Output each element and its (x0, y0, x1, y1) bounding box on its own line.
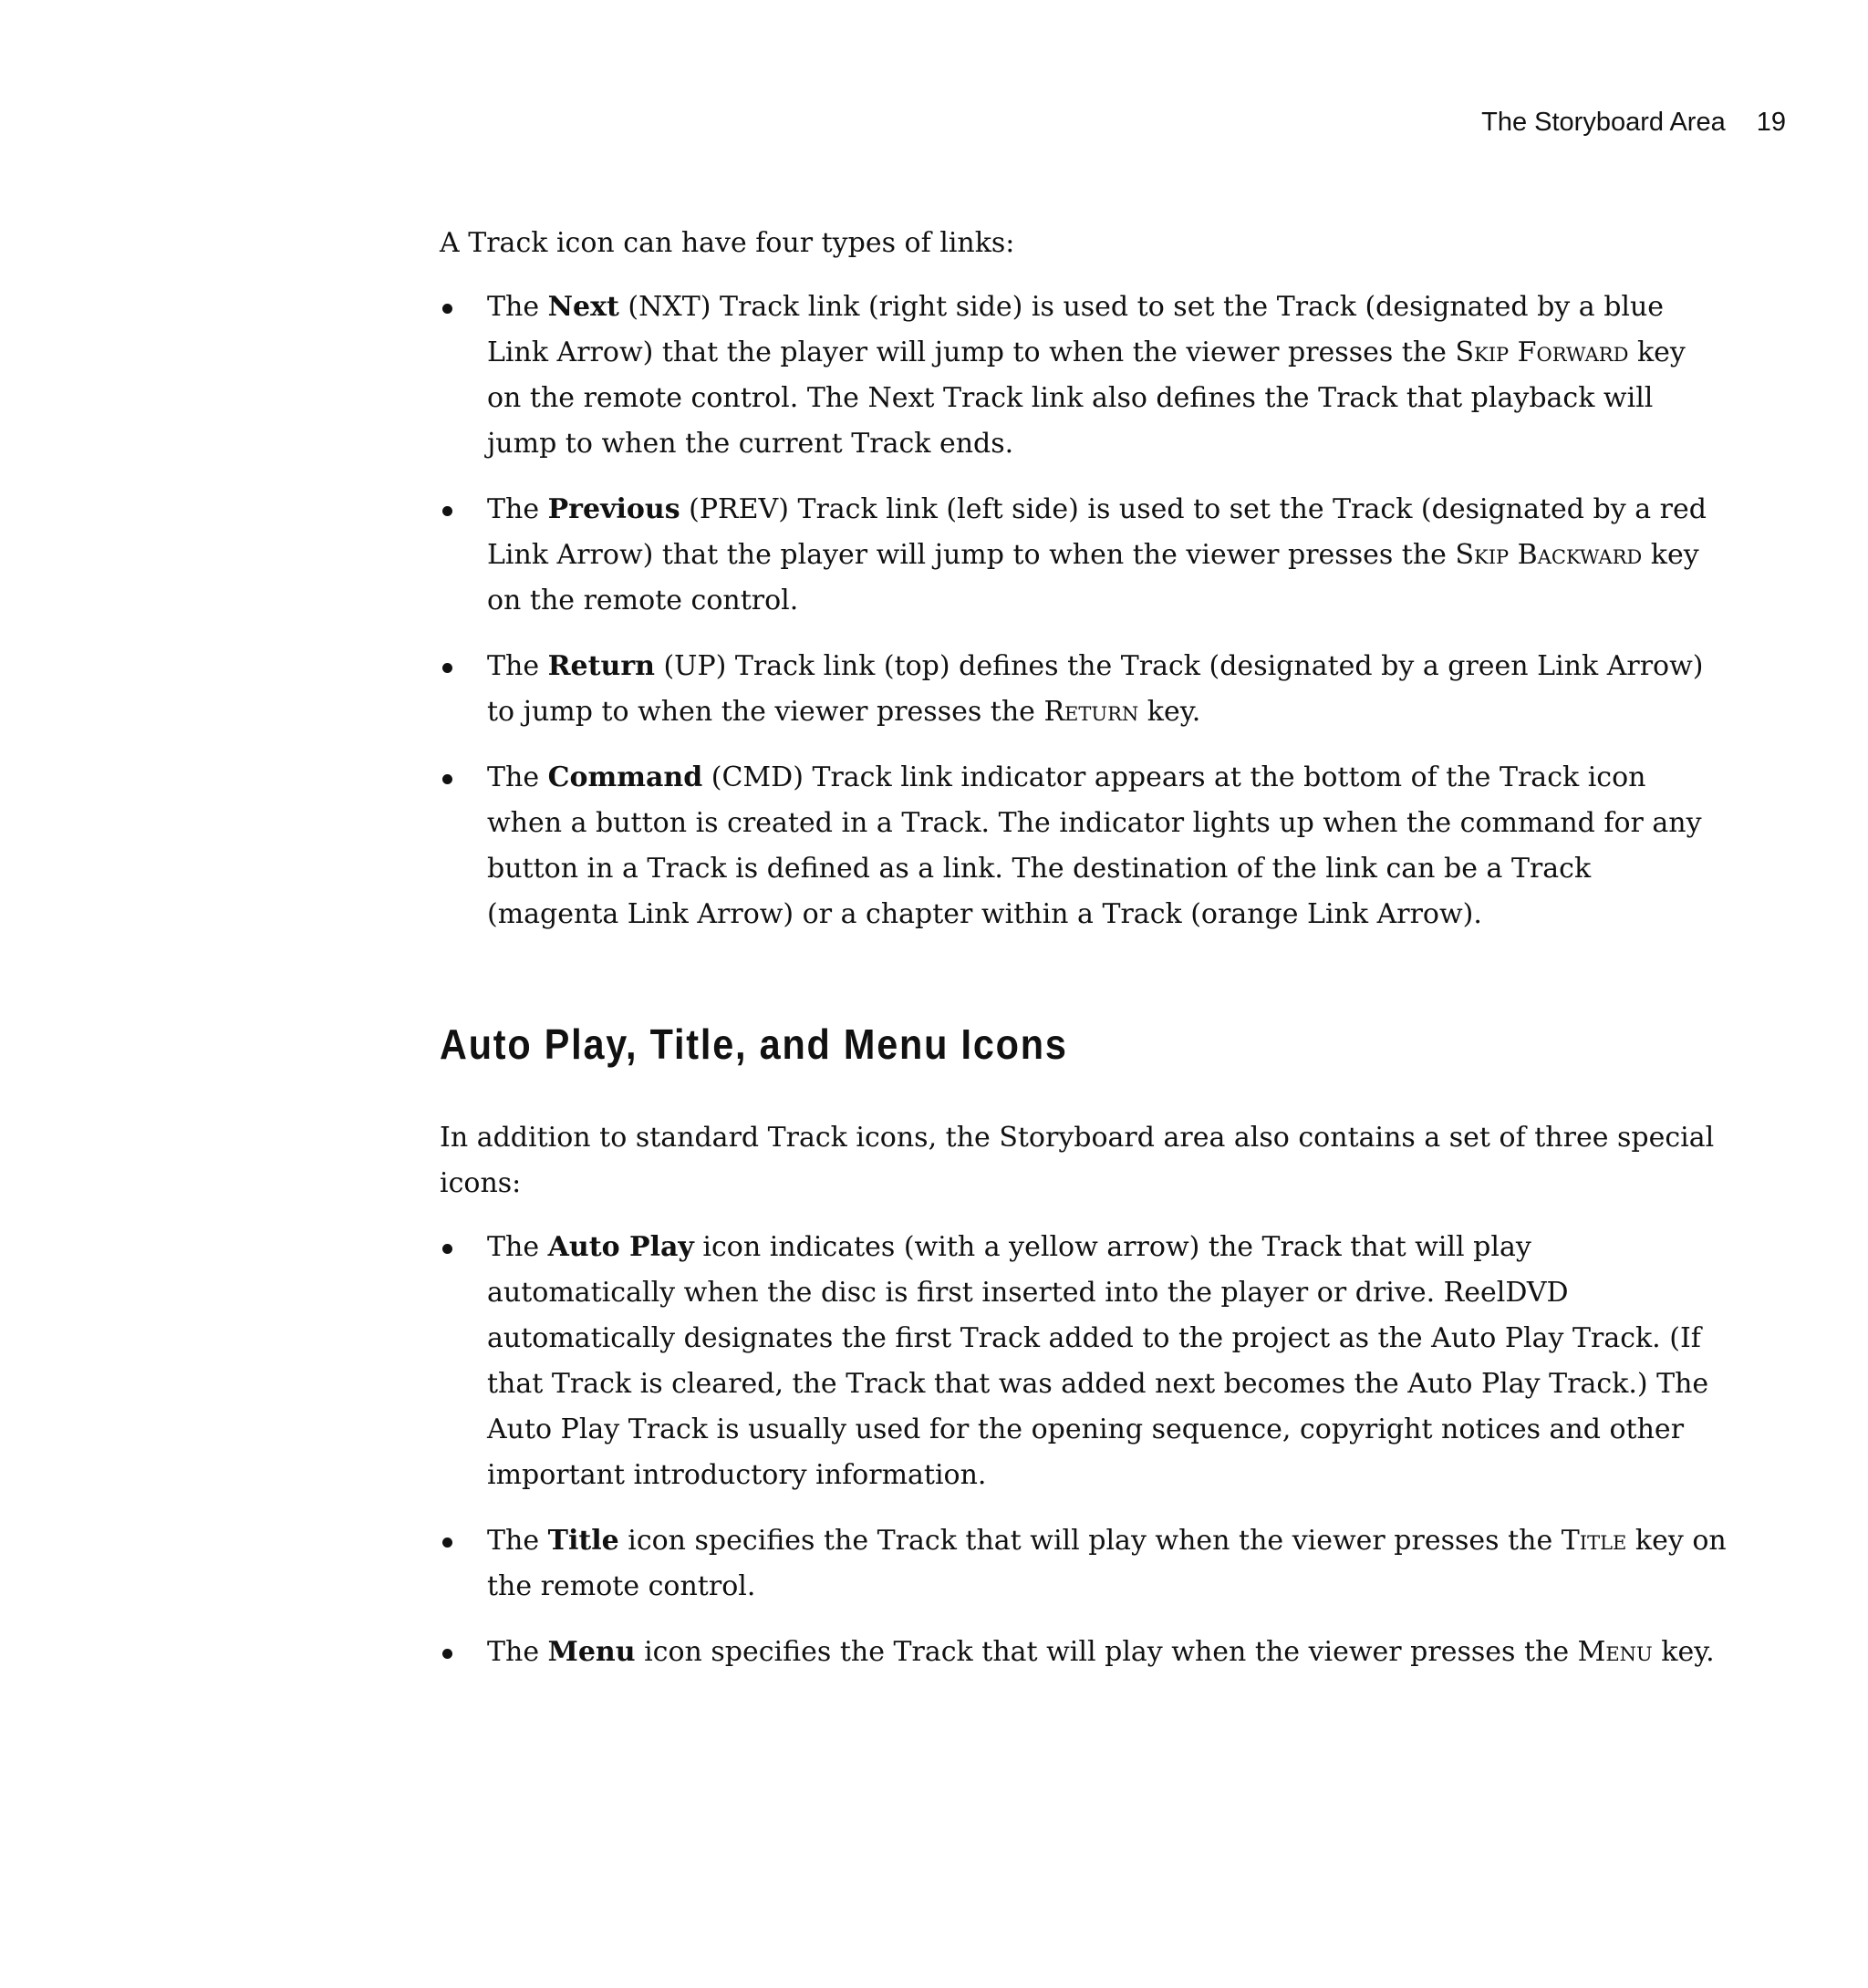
list-item-previous (440, 487, 1728, 624)
term-title: Title (547, 1525, 619, 1558)
bullet-text: key on the remote control. (487, 1525, 1727, 1603)
bullet-text: key. (1138, 696, 1201, 728)
list-item-title (440, 1518, 1728, 1610)
list-item-next (440, 285, 1728, 467)
bullet-prefix: The (487, 493, 548, 525)
term-previous: Previous (547, 493, 680, 525)
key-skip-backward: Skip Backward (1455, 539, 1643, 571)
page-body (440, 221, 1728, 1675)
link-types-list (440, 285, 1728, 937)
bullet-text: (UP) Track link (top) defines the Track (designated by a green Link Arrow) to jump to when the viewer presses the (487, 650, 1704, 728)
term-auto-play: Auto Play (547, 1231, 694, 1264)
bullet-text: icon specifies the Track that will play when the viewer presses the (618, 1525, 1562, 1558)
list-item-return (440, 644, 1728, 735)
bullet-prefix: The (487, 291, 548, 323)
term-command: Command (547, 761, 703, 793)
bullet-prefix: The (487, 1636, 548, 1669)
icons-intro: In addition to standard Track icons, the Storyboard area also contains a set of three special icons: (440, 1122, 1715, 1200)
bullet-prefix: The (487, 1231, 548, 1264)
bullet-text: key on the remote control. (487, 539, 1699, 616)
bullet-text: key. (1652, 1636, 1715, 1669)
list-item-auto-play (440, 1225, 1728, 1498)
page-number: 19 (1756, 108, 1786, 137)
list-item-command (440, 755, 1728, 937)
bullet-text: icon indicates (with a yellow arrow) the Track that will play automatically when the disc is first inserted into the player or drive. ReelDVD automatically designates the first Track added to the project as the Auto Play Track. (If that Track is cleared, the Track that was added next becomes the Auto Play Track.) The Auto Play Track is usually used for the opening sequence, copyright notices and other important introductory information. (487, 1231, 1709, 1492)
bullet-text: icon specifies the Track that will play when the viewer presses the (635, 1636, 1578, 1669)
key-title: Title (1561, 1525, 1627, 1558)
bullet-prefix: The (487, 1525, 548, 1558)
term-menu: Menu (547, 1636, 636, 1669)
bullet-text: (CMD) Track link indicator appears at the bottom of the Track icon when a button is created in a Track. The indicator lights up when the command for any button in a Track is defined as a link. The destination of the link can be a Track (magenta Link Arrow) or a chapter within a Track (orange Link Arrow). (487, 761, 1702, 930)
key-menu: Menu (1577, 1636, 1653, 1669)
term-return: Return (547, 650, 655, 682)
section-title: The Storyboard Area (1481, 108, 1726, 137)
running-header (1481, 108, 1786, 138)
bullet-prefix: The (487, 650, 548, 682)
list-item-menu (440, 1630, 1728, 1675)
key-skip-forward: Skip Forward (1455, 337, 1629, 368)
key-return: Return (1043, 696, 1139, 728)
special-icons-list (440, 1225, 1728, 1675)
term-next: Next (547, 291, 619, 323)
links-intro: A Track icon can have four types of links: (440, 227, 1015, 259)
section-heading: Auto Play, Title, and Menu Icons (440, 1020, 1068, 1068)
bullet-text: (NXT) Track link (right side) is used to set the Track (designated by a blue Link Arrow) that the player will jump to when the viewer presses the (487, 291, 1665, 368)
bullet-text: (PREV) Track link (left side) is used to set the Track (designated by a red Link Arrow) that the player will jump to when the viewer presses the (487, 493, 1707, 571)
bullet-prefix: The (487, 761, 548, 793)
bullet-text: key on the remote control. The Next Track link also defines the Track that playback will jump to when the current Track ends. (487, 337, 1686, 460)
